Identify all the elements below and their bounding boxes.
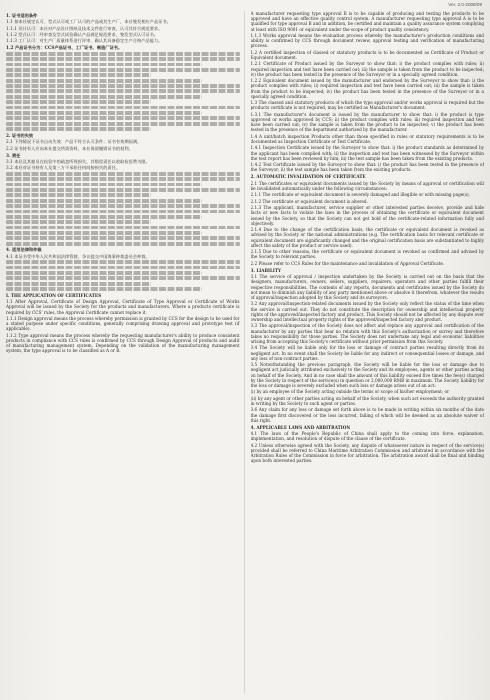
version-label: Ver. 2.0-2008/09 <box>448 2 482 7</box>
illegible-text-line <box>6 231 202 235</box>
en-approval-section <box>251 11 485 173</box>
clause-paragraph: 2.1.4 Due to the change of the certification basis, the certificate or equivalent document is revoked as advised by the Society or the national administrations (e.g. The certification basis for relevant certificate or equivalent document are significantly changed and the original certification basis are substantiated to highly affect the safety of the product or service used). <box>250 227 484 248</box>
clause-paragraph: 3.4 The Society will be liable only for the loss or damage of contract parties resulting directly from its negligent act. In no event shall the Society be liable for any indirect or consequential losses or damage, and any loss of non-contract parties. <box>250 345 484 361</box>
section-heading: 2. 证书的失效 <box>6 132 34 138</box>
section-heading: I. THE APPLICATION OF CERTIFICATES <box>6 292 102 298</box>
illegible-text-line <box>6 79 202 83</box>
illegible-text-line <box>6 282 151 286</box>
clause-paragraph: 1.1.3 工厂认可：对生产厂质量体系进行评审，确认其具备稳定生产合格产品能力。 <box>6 38 163 44</box>
illegible-text-line <box>6 122 240 126</box>
cn-section-bottom <box>6 247 240 259</box>
section-heading: 1. 证书适用条件 <box>6 12 38 18</box>
illegible-text-line <box>6 84 240 88</box>
illegible-text-line <box>6 57 240 61</box>
illegible-text-line <box>6 210 240 214</box>
clause-paragraph: 2.1 下列情况下证书自动失效：产品不符合认可条件；证书有效期届满。 <box>6 139 142 145</box>
clause-paragraph: A manufacturer requesting type approval B is to be capable of producing and testing the products to be approved and have an effective quality control system. A manufacturer requesting type approval A is to be qualified for type approval B and in addition, be certified and maintain a quality assurance system complying at least with ISO 9001 or equivalent under the scope of product quality consistency. <box>250 11 484 32</box>
clause-paragraph: 2.1.2 The certificate or equivalent document is altered. <box>250 198 368 204</box>
clause-paragraph: 1.2.2 Equivalent document issued by the manufacturer and endorsed by the Surveyor to show that: i) the product complies with rules; ii) required inspection and test have been carried out; iii) the sample is taken from the product to be inspected; iv) the product has been tested in the presence of the Surveyor or in a specially agreed condition. <box>250 78 484 99</box>
illegible-text-line <box>6 266 240 270</box>
illegible-text-line <box>6 63 202 67</box>
clause-paragraph: 3.5 Notwithstanding the previous paragraph, the Society will be liable for the loss or damage due to negligent act judicially attributed exclusively to the Society and its employees, agents or other parties acting on behalf of the Society. And in no case shall the amount of this liability exceed five times the fee(s) charged by the Society in respect of the service(s) in question or 2,000,000 RMB in maximum. The Society liability for the loss or damage is severely excluded when such loss or damage arises out of an act: <box>250 362 484 388</box>
clause-paragraph: 1.1 按本社规定认可、型式认可或工厂认可的产品或其生产厂，本社签发相应产品证书。 <box>6 19 171 25</box>
section-heading: 4. 适用法律和仲裁 <box>6 247 42 253</box>
illegible-text-line <box>6 193 151 197</box>
clause-paragraph: 1.4 A unit/batch inspection Products other than those specified in rules or statutory requirements is to be documented as Inspection Certificate or Test Certificate. <box>250 133 484 144</box>
illegible-text-line <box>6 287 202 291</box>
illegible-text-line <box>6 116 240 120</box>
illegible-text-line <box>6 220 151 224</box>
clause-paragraph: 3.2 Any approval/inspection-related documents issued by the Society only reflect the status of the time when the service is carried out. They do not constitute the description for ownership and intellectual property rights of the approved/inspected factory and product. This Society should not be affected by any dispute over ownership and intellectual property rights of the approved/inspected factory and product. <box>250 301 484 322</box>
clause-paragraph: 1.2.1 Certificate of Product issued by the Surveyor to show that: i) the product complies with rules; ii) required inspection and test have been carried out; iii) the sample is taken from the product to be inspected; iv) the product has been tested in the presence of the Surveyor or in a specially agreed condition. <box>250 61 484 77</box>
illegible-text-line <box>6 276 240 280</box>
illegible-text-line <box>6 73 151 77</box>
clause-paragraph: 1.4.2 Test Certificate issued by the Surveyor to show that: i) the product has been tested in the presence of the Surveyor; ii) the test sample has been taken from the existing products. <box>250 162 484 173</box>
illegible-text-line <box>6 188 240 192</box>
clause-paragraph: 3.3 The approval/inspection of the Society does not affect and replace any approval and certification of the manufacturer by any parties that bear no relation with this Society's authorization or survey and therefore takes no responsibility for those parties. The Society does not undertake any legal and economic liabilities arising from accepting this Society's certificate without prior permission from this Society. <box>250 323 484 344</box>
illegible-text-line <box>6 89 240 93</box>
en-liability-section <box>251 268 485 423</box>
cn-section-mid <box>6 133 240 171</box>
illegible-text-line <box>6 127 151 131</box>
columns <box>6 11 484 694</box>
cn-filler-1 <box>6 52 240 131</box>
cn-filler-2 <box>6 172 240 246</box>
illegible-text-line <box>6 242 240 246</box>
clause-paragraph: (ii) by any agent or other parties acting on behalf of the Society, when such act exceeds the authority granted in writing by the Society to such agent or parties. <box>250 395 484 406</box>
clause-paragraph: 1.1.1 设计认可：本社对产品设计图纸及技术文件进行审查，认可其符合规范要求。 <box>6 25 163 31</box>
right-column <box>251 11 485 694</box>
en-invalidation-section <box>251 174 485 266</box>
clause-paragraph: 1.3 The classed and statutory products of which the type approval and/or works approval is required but the products certificate is not required, may be certified as Manufacturer's document. <box>250 100 484 111</box>
illegible-text-line <box>6 95 202 99</box>
clause-paragraph: 2.1.3 The applicant, manufacturer, service supplier or other interested parties deceive, provide and hide facts or new facts to violate the laws in the process of obtaining the certificate or equivalent document issued by the Society, so that the Society can not get hold of the certificate-related information fully and objectively. <box>250 205 484 226</box>
illegible-text-line <box>6 106 240 110</box>
illegible-text-line <box>6 199 202 203</box>
clause-paragraph: 3.1 The service of approval / inspection undertaken by the Society is carried out on the basis that the designers, manufacturers, owners, sellers, suppliers, repairers, operators and other parties fulfill their respective responsibilities. The contents of any reports, documents and certificates issued by the Society do not mean to diminish any liability of any party mentioned above or absolve it therefrom, whatever the results of approval/inspection adopted by this Society and its surveyors. <box>250 274 484 300</box>
section-heading: 4. APPLICABLE LAWS AND ARBITRATION <box>250 424 351 430</box>
clause-paragraph: 3.1 本社及其雇员在检验中的疏忽所致损失，其赔偿责任以收取检验费为限。 <box>6 158 150 164</box>
clause-paragraph: 4.1 本证书受中华人民共和国法律管辖，争议提交中国海事仲裁委员会仲裁。 <box>6 253 150 259</box>
clause-paragraph: (i) by an employee of the Society acting outside the terms or scope of his/her employment; or <box>250 389 450 395</box>
illegible-text-line <box>6 100 151 104</box>
clause-paragraph: 4.1 The laws of the People's Republic of China shall apply to the coming into force, explanation, implementation, and resolution of dispute of the clause of the certificate. <box>250 431 484 442</box>
clause-paragraph: 2.2 Please refer to CCS Rules for the maintenance and invalidation of Approval Certificate. <box>250 260 445 266</box>
clause-paragraph: 2.1.5 Due to other reasons, the certificate or equivalent document is revoked as confirmed and advised by the Society to relevant parties. <box>250 249 484 260</box>
clause-paragraph: 1.1.1 Design approval means the process whereby permission is granted by CCS for the design to be used for a stated purpose under specific conditions, generally comprising drawing approval and prototype test (if applicable). <box>6 315 240 332</box>
section-heading: 1.2 产品证书分为：CCS产品证书、工厂证书、制造厂证书。 <box>6 45 123 51</box>
en-section-left <box>6 293 240 354</box>
illegible-text-line <box>6 204 240 208</box>
clause-paragraph: 3.2 本社对证书持有人及第三方不承担任何间接损失的责任。 <box>6 165 121 171</box>
cn-filler-3 <box>6 260 240 291</box>
illegible-text-line <box>6 215 202 219</box>
illegible-text-line <box>6 111 202 115</box>
section-heading: 2. AUTOMATIC INVALIDATION OF CERTIFICATE <box>250 174 366 180</box>
clause-paragraph: 1.4.1 Inspection Certificate issued by the Surveyor to show that: i) the product standards as determined by the applicant has been complied with; ii) the inspection and test has been witnessed by the Surveyor within the test report has been reviewed by him; iii) the test sample has been taken from the existing products. <box>250 145 484 161</box>
illegible-text-line <box>6 52 240 56</box>
clause-paragraph: 1.2 A certified inspection of classed or statutory products is to be documented as Certificate of Product or Equivalent document. <box>250 49 484 60</box>
clause-paragraph: 2.2 证书持有人应向本社提交所需资料，本社保留撤销证书的权利。 <box>6 145 133 151</box>
clause-paragraph: 1.1 After Approval, Certificate of Design Approval, Certificate of Type Approval or Certificate of Works Approval will be issued by the Society for the products and manufacturers. Where a products certificate is required by CCS' rules, the Approval Certificate cannot replace it. <box>6 299 240 315</box>
clause-paragraph: 1.1.2 Type approval means the process whereby the requesting manufacturer's ability to produce consistent products in compliance with CCS rules is confirmed by CCS through Design Approval of products and audit of manufacturing management system. Depending on the validation of the manufacturing management system, the type approval is to be classified as A or B. <box>6 332 240 354</box>
illegible-text-line <box>6 172 240 176</box>
clause-paragraph: 2.1.1 The certificate or equivalent document is severely damaged and illegible or with missing page(s). <box>250 192 471 198</box>
illegible-text-line <box>6 271 202 275</box>
clause-paragraph: 1.3.1 The manufacturer's document is issued by the manufacturer to show that: i) the product is type approved or works approved by CCS; ii) the product complies with rules; iii) required inspection and test have been carried out; iv) the sample is taken from the product to be inspected; v) the product has been tested in the presence of the department authorized by the manufacturer. <box>250 111 484 133</box>
illegible-text-line <box>6 226 240 230</box>
clause-paragraph: 1.1.3 Works approval means the evaluation process whereby the manufacturer's production conditions and ability is confirmed by CCS through document review, approval testing and verification of manufacturing process. <box>250 33 484 49</box>
illegible-text-line <box>6 236 240 240</box>
section-heading: 3. 责任 <box>6 152 21 158</box>
section-heading: 3. LIABILITY <box>250 267 281 273</box>
illegible-text-line <box>6 68 240 72</box>
clause-paragraph: 1.1.2 型式认可：经审查及型式试验确认产品满足规范要求，签发型式认可证书。 <box>6 31 159 37</box>
illegible-text-line <box>6 183 202 187</box>
illegible-text-line <box>6 260 240 264</box>
illegible-text-line <box>6 177 240 181</box>
left-column <box>6 11 245 694</box>
clause-paragraph: 2.1 The certificates or equivalent documents issued by the Society by means of approval or certification will be invalidated automatically under the following circumstances: <box>250 180 484 191</box>
clause-paragraph: 3.6 Any claim for any loss or damage set forth above is to be made in writing within six months of the date the damage first discovered or the loss incurred, failing of which will be deemed as an absolute waiver of this right. <box>250 407 484 423</box>
en-law-section <box>251 425 485 464</box>
clause-paragraph: 4.2 Unless otherwise agreed with the Society, any dispute of whatsoever nature in respect of the service(s) provided shall be referred to China Maritime Arbitration Commission and arbitrated in accordance with the Arbitration Rules of the Commission in force for arbitration. The arbitration award shall be final and binding upon both interested parties. <box>250 442 484 464</box>
cn-section-top <box>6 13 240 51</box>
